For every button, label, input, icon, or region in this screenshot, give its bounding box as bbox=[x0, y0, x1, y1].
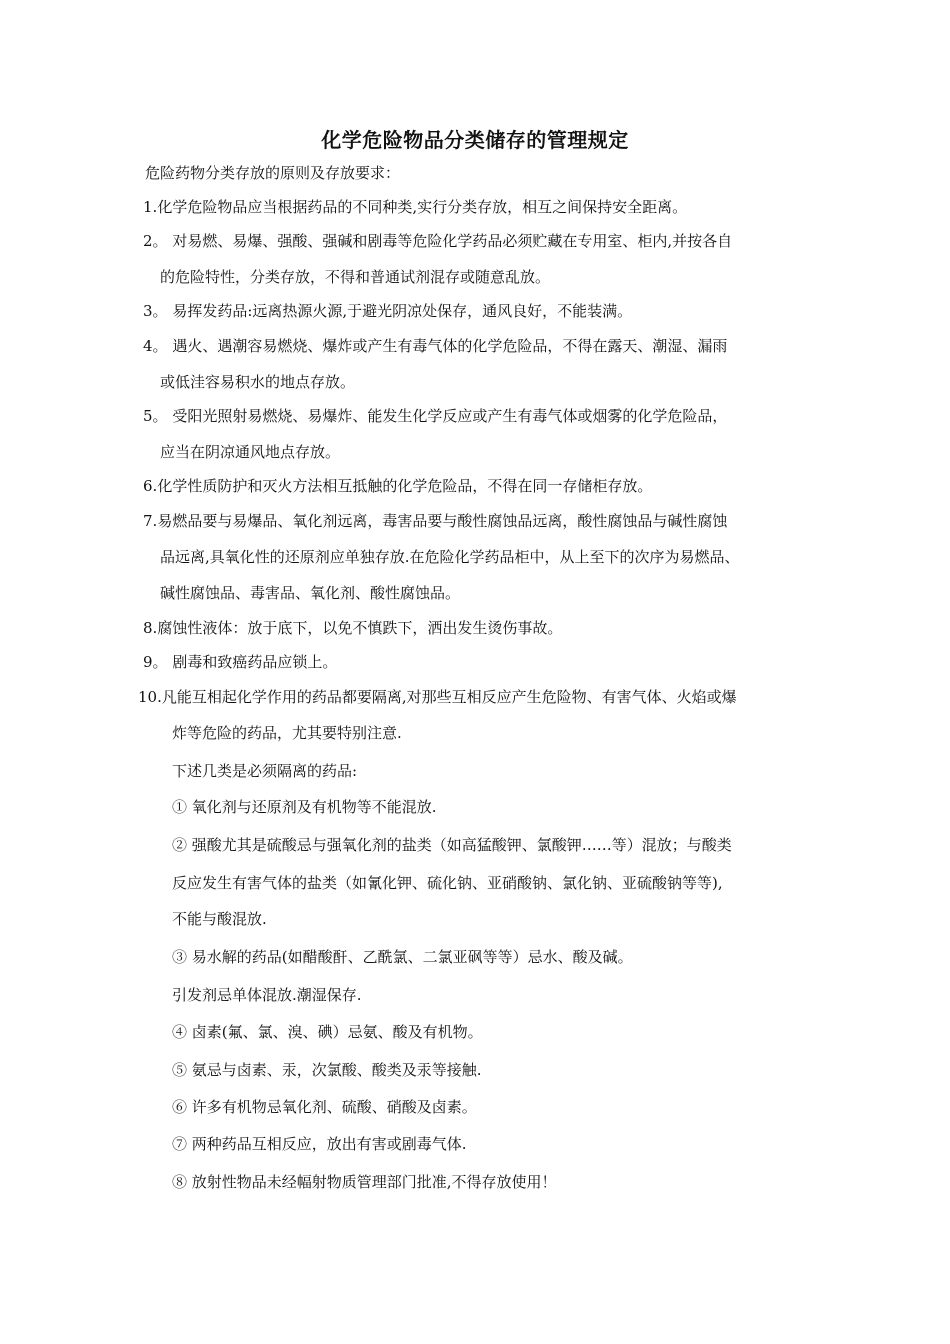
item-number: 5。 bbox=[143, 407, 168, 425]
separation-rule-2-continuation: 反应发生有害气体的盐类（如氰化钾、硫化钠、亚硝酸钠、氯化钠、亚硫酸钠等等), bbox=[172, 874, 723, 892]
separation-rule-2: ② 强酸尤其是硫酸忌与强氧化剂的盐类（如高猛酸钾、氯酸钾……等）混放；与酸类 bbox=[172, 836, 732, 854]
separation-note: 引发剂忌单体混放.潮湿保存. bbox=[172, 986, 362, 1004]
page-title: 化学危险物品分类储存的管理规定 bbox=[321, 128, 629, 152]
separation-rule-2-continuation: 不能与酸混放. bbox=[172, 910, 267, 928]
item-number: 8. bbox=[143, 619, 158, 637]
item-number: 4。 bbox=[143, 337, 168, 355]
item-number: 1. bbox=[143, 198, 158, 216]
list-item-5 bbox=[143, 406, 727, 426]
list-item-7-continuation: 品远离,具氧化性的还原剂应单独存放.在危险化学药品柜中，从上至下的次序为易燃品、 bbox=[160, 548, 740, 566]
item-number: 3。 bbox=[143, 302, 168, 320]
separation-rule-4: ④ 卤素(氟、氯、溴、碘）忌氨、酸及有机物。 bbox=[172, 1023, 483, 1041]
separation-rule-7: ⑦ 两种药品互相反应，放出有害或剧毒气体. bbox=[172, 1135, 467, 1153]
list-item-8 bbox=[143, 618, 562, 638]
list-item-9 bbox=[143, 652, 337, 672]
item-number: 10. bbox=[138, 688, 162, 706]
list-item-4 bbox=[143, 336, 727, 356]
item-text: 凡能互相起化学作用的药品都要隔离,对那些互相反应产生危险物、有害气体、火焰或爆 bbox=[161, 688, 737, 706]
item-text: 化学危险物品应当根据药品的不同种类,实行分类存放，相互之间保持安全距离。 bbox=[157, 198, 688, 216]
item-number: 2。 bbox=[143, 232, 168, 250]
list-item-10 bbox=[138, 687, 737, 707]
list-item-7 bbox=[143, 511, 727, 531]
list-item-1 bbox=[143, 197, 687, 217]
list-item-4-continuation: 或低洼容易积水的地点存放。 bbox=[160, 373, 356, 391]
item-text: 受阳光照射易燃烧、易爆炸、能发生化学反应或产生有毒气体或烟雾的化学危险品， bbox=[167, 407, 728, 425]
item-text: 对易燃、易爆、强酸、强碱和剧毒等危险化学药品必须贮藏在专用室、柜内,并按各自 bbox=[167, 232, 733, 250]
item-text: 易挥发药品:远离热源火源,于避光阴凉处保存，通风良好，不能装满。 bbox=[167, 302, 633, 320]
separation-rule-3: ③ 易水解的药品(如醋酸酐、乙酰氯、二氯亚砜等等）忌水、酸及碱。 bbox=[172, 948, 633, 966]
separation-rule-8: ⑧ 放射性物品未经幅射物质管理部门批准,不得存放使用！ bbox=[172, 1173, 557, 1191]
item-text: 易燃品要与易爆品、氧化剂远离，毒害品要与酸性腐蚀品远离，酸性腐蚀品与碱性腐蚀 bbox=[157, 512, 728, 530]
item-number: 6. bbox=[143, 477, 158, 495]
list-item-2-continuation: 的危险特性，分类存放，不得和普通试剂混存或随意乱放。 bbox=[160, 268, 551, 286]
item-number: 7. bbox=[143, 512, 158, 530]
separation-heading: 下述几类是必须隔离的药品: bbox=[172, 762, 358, 780]
intro-text: 危险药物分类存放的原则及存放要求： bbox=[145, 164, 401, 182]
item-text: 腐蚀性液体：放于底下，以免不慎跌下，洒出发生烫伤事故。 bbox=[157, 619, 563, 637]
item-text: 遇火、遇潮容易燃烧、爆炸或产生有毒气体的化学危险品，不得在露天、潮湿、漏雨 bbox=[167, 337, 728, 355]
list-item-6 bbox=[143, 476, 652, 496]
list-item-7-continuation: 碱性腐蚀品、毒害品、氧化剂、酸性腐蚀品。 bbox=[160, 584, 461, 602]
list-item-10-continuation: 炸等危险的药品，尤其要特别注意. bbox=[172, 724, 402, 742]
item-text: 化学性质防护和灭火方法相互抵触的化学危险品，不得在同一存储柜存放。 bbox=[157, 477, 653, 495]
list-item-2 bbox=[143, 231, 732, 251]
item-number: 9。 bbox=[143, 653, 168, 671]
separation-rule-6: ⑥ 许多有机物忌氧化剂、硫酸、硝酸及卤素。 bbox=[172, 1098, 477, 1116]
separation-rule-5: ⑤ 氨忌与卤素、汞，次氯酸、酸类及汞等接触. bbox=[172, 1061, 482, 1079]
item-text: 剧毒和致癌药品应锁上。 bbox=[167, 653, 338, 671]
list-item-5-continuation: 应当在阴凉通风地点存放。 bbox=[160, 443, 341, 461]
separation-rule-1: ① 氧化剂与还原剂及有机物等不能混放. bbox=[172, 798, 437, 816]
list-item-3 bbox=[143, 301, 632, 321]
